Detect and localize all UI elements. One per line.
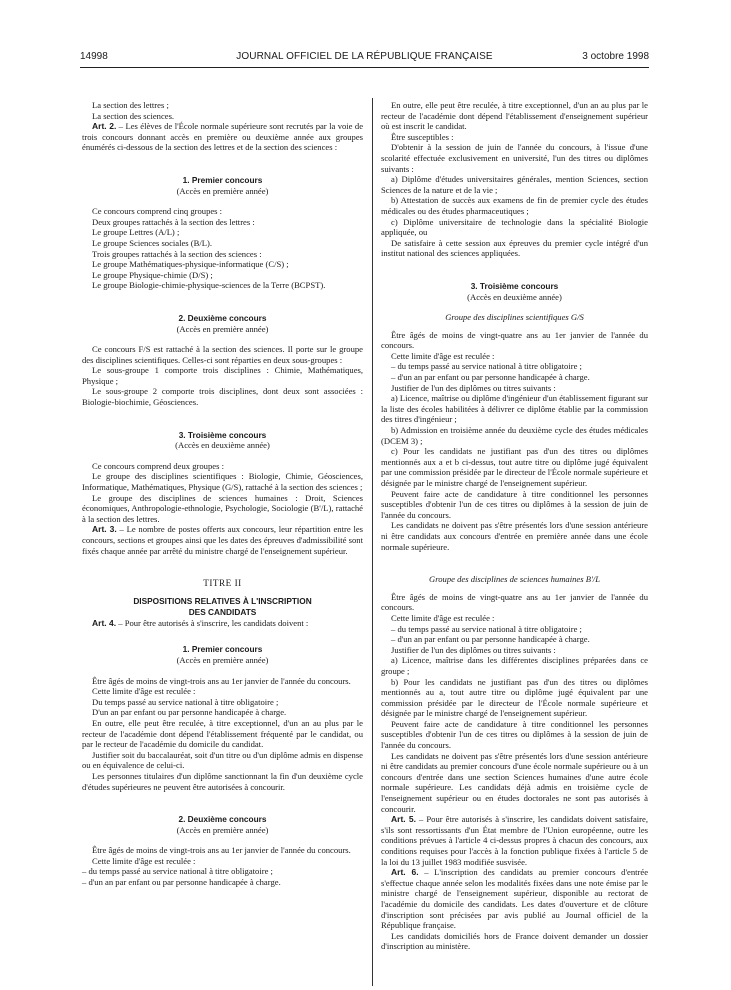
paragraph: Être âgés de moins de vingt-quatre ans au 1er janvier de l'année du concours. [381,591,648,613]
paragraph: Être âgés de moins de vingt-trois ans au 1er janvier de l'année du concours. [92,845,351,856]
article-text: – Le nombre de postes offerts aux concours, leur répartition entre les concours, sections et groupes ainsi que les dates des épreuves d'admissibilité sont fixés chaque année par arrêté du ministre chargé de l'enseignement supérieur. [82,524,363,556]
titre-heading: TITRE II [203,578,242,589]
paragraph: Le sous-groupe 1 comporte trois disciplines : Chimie, Mathématiques, Physique ; [82,365,363,386]
article-text: – Pour être autorisés à s'inscrire, les candidats doivent satisfaire, s'ils sont ressortissants d'un État membre de l'Union européenne, outre les conditions prévues à l'article 4 ci-dessus propres à chacun des concours, aux conditions requises pour l'accès à la fonction publique fixées à l'article 5 de la loi du 13 juillet 1983 modifiée susvisée. [381,814,649,867]
paragraph: Les candidats domiciliés hors de France doivent demander un dossier d'inscription au ministère. [381,930,648,952]
paragraph: Les personnes titulaires d'un diplôme sanctionnant la fin d'un deuxième cycle d'études supérieures ne peuvent être autorisées à concourir. [82,770,363,792]
paragraph: – du temps passé au service national à titre obligatoire ; [391,623,582,634]
group-heading: Groupe des disciplines de sciences humaines B'/L [429,574,600,585]
paragraph: b) Pour les candidats ne justifiant pas d'un des titres ou diplômes mentionnés au a, tout autre titre ou diplôme jugé équivalent par une commission présidée par le directeur de l'École normale supérieure et désignée par le ministre chargé de l'enseignement supérieur. [381,676,648,719]
paragraph: Le groupe Sciences sociales (B/L). [92,237,213,248]
section-subheading: (Accès en première année) [176,185,269,196]
paragraph: Ce concours F/S est rattaché à la section des sciences. Il porte sur le groupe des disciplines scientifiques. Celles-ci sont réparties en deux sous-groupes : [82,344,363,365]
right-column [381,100,648,952]
paragraph: Le groupe Biologie-chimie-physique-sciences de la Terre (BCPST). [92,280,326,291]
paragraph: Peuvent faire acte de candidature à titre conditionnel les personnes susceptibles d'obtenir l'un de ces titres ou diplômes à la session de juin de l'année du concours. [381,488,648,520]
paragraph: Justifier de l'un des diplômes ou titres suivants : [391,382,556,393]
article-label: Art. 2. [92,121,117,132]
paragraph: c) Diplôme universitaire de technologie dans la spécialité Biologie appliquée, ou [381,216,648,238]
titre-subheading: DISPOSITIONS RELATIVES À L'INSCRIPTION [133,595,312,606]
article-label: Art. 3. [92,524,117,535]
paragraph: – d'un an par enfant ou par personne handicapée à charge. [82,877,281,888]
paragraph: Justifier de l'un des diplômes ou titres suivants : [391,644,556,655]
paragraph: Ce concours comprend cinq groupes : [92,206,223,217]
paragraph: Cette limite d'âge est reculée : [391,612,495,623]
journal-title: JOURNAL OFFICIEL DE LA RÉPUBLIQUE FRANÇAISE [236,51,493,62]
paragraph: b) Admission en troisième année du deuxième cycle des études médicales (DCEM 3) ; [381,425,648,446]
paragraph: a) Licence, maîtrise ou diplôme d'ingénieur d'un établissement figurant sur la liste des écoles habilitées à délivrer ce diplôme établie par la commission des titres d'ingénieur ; [381,393,649,425]
section-heading: 1. Premier concours [182,174,263,185]
paragraph: D'un an par enfant ou par personne handicapée à charge. [92,707,287,718]
paragraph: Le sous-groupe 2 comporte trois disciplines, dont deux sont associées : Biologie-biochimie, Géosciences. [82,386,363,408]
paragraph: – d'un an par enfant ou par personne handicapée à charge. [391,634,590,645]
section-heading: 2. Deuxième concours [178,312,267,323]
paragraph: – d'un an par enfant ou par personne handicapée à charge. [391,372,590,383]
paragraph: La section des lettres ; [92,100,169,110]
article-6 [381,867,648,931]
section-subheading: (Accès en première année) [176,824,269,835]
paragraph: D'obtenir à la session de juin de l'année du concours, à l'issue d'une scolarité effectuée exclusivement en université, l'un des titres ou diplômes suivants : [381,142,648,174]
paragraph: c) Pour les candidats ne justifiant pas d'un des titres ou diplômes mentionnés aux a et b ci-dessus, tout autre titre ou diplôme jugé équivalent par une commission présidée par le directeur de l'École normale supérieure et désignée par le ministre chargé de l'enseignement supérieur. [381,446,648,488]
group-heading: Groupe des disciplines scientifiques G/S [445,312,584,323]
paragraph: De satisfaire à cette session aux épreuves du premier cycle intégré d'un institut national des sciences appliquées. [381,237,648,259]
paragraph: En outre, elle peut être reculée, à titre exceptionnel, d'un an au plus par le recteur de l'académie dont dépend l'établissement fréquenté par le candidat, ou par le recteur de l'académie du domicile du candidat. [82,717,363,750]
paragraph: En outre, elle peut être reculée, à titre exceptionnel, d'un an au plus par le recteur de l'académie dont dépend l'établissement d'enseignement supérieur où est inscrit le candidat. [381,100,648,132]
paragraph: Cette limite d'âge est reculée : [391,350,495,361]
section-heading: 3. Troisième concours [470,280,559,291]
article-label: Art. 4. [92,617,117,628]
paragraph: – du temps passé au service national à titre obligatoire ; [391,361,582,372]
article-label: Art. 6. [391,867,419,878]
paragraph: Être âgés de moins de vingt-trois ans au 1er janvier de l'année du concours. [92,675,351,686]
article-3 [82,524,363,556]
paragraph: a) Diplôme d'études universitaires générales, mention Sciences, section Sciences de la nature et de la vie ; [381,174,648,195]
section-heading: 1. Premier concours [182,644,263,655]
section-subheading: (Accès en deuxième année) [175,440,270,451]
section-subheading: (Accès en première année) [176,654,269,665]
paragraph: Peuvent faire acte de candidature à titre conditionnel les personnes susceptibles d'obtenir l'un de ces titres ou diplômes à la session de juin de l'année du concours. [381,718,648,751]
section-heading: 2. Deuxième concours [178,814,267,825]
article-4 [82,618,363,629]
paragraph: Le groupe des disciplines scientifiques : Biologie, Chimie, Géosciences, Informatique, Mathématiques, Physique (G/S), rattaché à la section des sciences ; [82,471,363,493]
paragraph: Le groupe Physique-chimie (D/S) ; [92,269,213,280]
titre-subheading: DES CANDIDATS [188,606,257,617]
paragraph: Ce concours comprend deux groupes : [92,460,224,471]
left-column [82,100,363,888]
paragraph: Justifier soit du baccalauréat, soit d'un titre ou d'un diplôme admis en dispense ou en équivalence de celui-ci. [82,749,363,771]
article-text: – L'inscription des candidats au premier concours d'entrée s'effectue chaque année selon les modalités fixées dans une note émise par le ministre chargé de l'enseignement supérieur, disponible au rectorat de l'académie du domicile des candidats. Les dates d'ouverture et de clôture d'inscription sont précisées par avis publié au Journal officiel de la République française. [381,867,649,931]
paragraph: Du temps passé au service national à titre obligatoire ; [92,696,279,707]
paragraph: Deux groupes rattachés à la section des lettres : [92,216,255,227]
section-heading: 3. Troisième concours [178,429,267,440]
paragraph: b) Attestation de succès aux examens de fin de premier cycle des études médicales ou des études pharmaceutiques ; [381,195,648,216]
section-subheading: (Accès en deuxième année) [467,291,562,302]
paragraph: Cette limite d'âge est reculée : [92,855,196,866]
paragraph: Les candidats ne doivent pas s'être présentés lors d'une session antérieure ni être candidats aux concours d'entrée en première année dans une école normale supérieure. [381,520,648,552]
header-rule [80,67,649,68]
article-label: Art. 5. [391,814,416,825]
paragraph: Être âgés de moins de vingt-quatre ans au 1er janvier de l'année du concours. [381,329,648,351]
article-text: – Les élèves de l'École normale supérieure sont recrutés par la voie de trois concours donnant accès en première ou deuxième année aux groupes énumérés ci-dessous de la section des lettres et de la section des sciences : [82,121,364,153]
paragraph: Le groupe Lettres (A/L) ; [92,227,180,238]
page-number: 14998 [80,51,108,62]
paragraph: La section des sciences. [92,110,175,121]
column-divider [372,98,373,986]
publication-date: 3 octobre 1998 [582,51,649,62]
paragraph: Le groupe Mathématiques-physique-informatique (C/S) ; [92,259,289,270]
paragraph: Trois groupes rattachés à la section des sciences : [92,248,262,259]
paragraph: – du temps passé au service national à titre obligatoire ; [82,866,273,877]
paragraph: Les candidats ne doivent pas s'être présentés lors d'une session antérieure ni être candidats au premier concours d'une école normale supérieure ou à un concours d'entrée dans une section Sciences humaines d'une autre école normale supérieure. Les candidats déjà admis en troisième cycle de l'enseignement supérieur ou en études doctorales ne sont pas autorisés à concourir. [381,750,648,814]
article-5 [381,814,648,867]
paragraph: a) Licence, maîtrise dans les différentes disciplines préparées dans ce groupe ; [381,655,648,676]
paragraph: Le groupe des disciplines de sciences humaines : Droit, Sciences économiques, Anthropologie-ethnologie, Psychologie, Sociologie (B'/L), rattaché à la section des lettres. [82,492,363,524]
paragraph: Cette limite d'âge est reculée : [92,686,196,697]
article-2 [82,121,363,153]
page-header [80,51,649,67]
section-subheading: (Accès en première année) [176,323,269,334]
article-text: – Pour être autorisés à s'inscrire, les candidats doivent : [116,617,309,628]
paragraph: Être susceptibles : [391,131,454,142]
